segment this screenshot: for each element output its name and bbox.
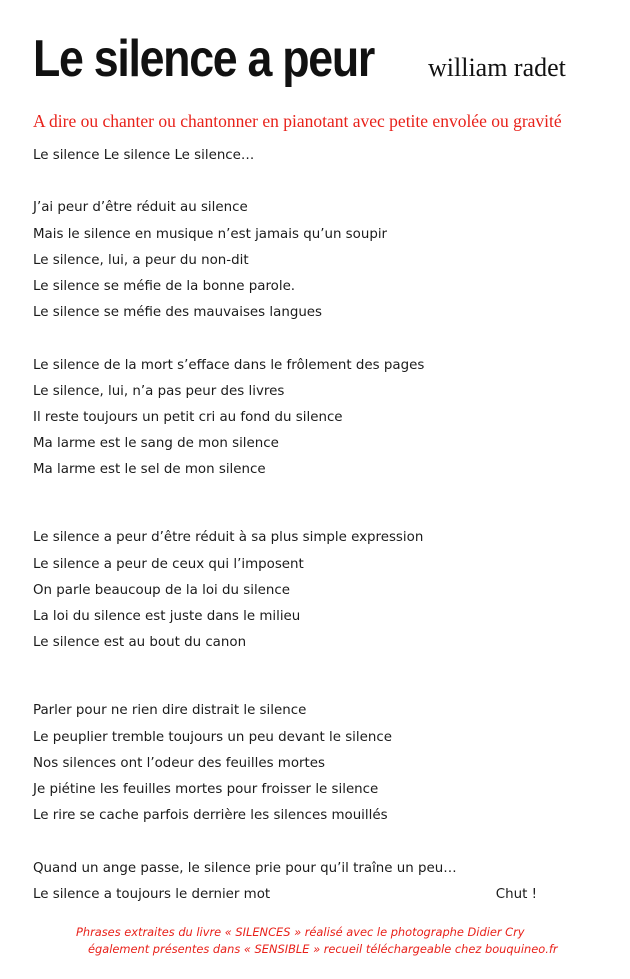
poem-line: Nos silences ont l’odeur des feuilles mortes [33, 755, 326, 771]
stanza-2 [33, 353, 593, 484]
poem-line: J’ai peur d’être réduit au silence [33, 200, 248, 216]
poem-line: Le silence a peur d’être réduit à sa plus simple expression [33, 530, 424, 546]
poem-line: Le rire se cache parfois derrière les silences mouillés [33, 808, 388, 824]
poem-line: Quand un ange passe, le silence prie pour qu’il traîne un peu… [33, 860, 457, 876]
stanza-3 [33, 525, 593, 656]
author-name: william radet [428, 53, 566, 82]
poem-line: Le silence, lui, a peur du non-dit [33, 252, 249, 268]
closing-word: Chut ! [495, 886, 537, 902]
poem-body [33, 143, 593, 908]
poem-line: Le silence est au bout du canon [33, 635, 247, 651]
stanza-1 [33, 195, 593, 326]
stanza-4 [33, 698, 593, 829]
source-note-line-2: également présentes dans « SENSIBLE » recueil téléchargeable chez bouquineo.fr [88, 942, 558, 956]
poem-intro: Le silence Le silence Le silence… [33, 148, 255, 163]
poem-line: Il reste toujours un petit cri au fond du silence [33, 409, 343, 425]
stanza-5 [33, 856, 593, 908]
poem-line: Le silence a toujours le dernier mot [33, 886, 271, 902]
poem-line: Le silence de la mort s’efface dans le frôlement des pages [33, 357, 425, 373]
page-title: Le silence a peur [33, 30, 374, 88]
poem-line: Le silence, lui, n’a pas peur des livres [33, 383, 285, 399]
final-line-row [33, 882, 537, 908]
poem-line: Le silence a peur de ceux qui l’imposent [33, 556, 304, 572]
poem-line: La loi du silence est juste dans le milieu [33, 609, 301, 624]
poem-line: Le silence se méfie de la bonne parole. [33, 278, 296, 294]
poem-line: Le peuplier tremble toujours un peu devant le silence [33, 729, 392, 745]
poem-line: Parler pour ne rien dire distrait le silence [33, 703, 307, 719]
poem-line: Je piétine les feuilles mortes pour froisser le silence [33, 781, 379, 797]
poem-line: Mais le silence en musique n’est jamais qu’un soupir [33, 226, 388, 242]
poem-line: On parle beaucoup de la loi du silence [33, 582, 290, 598]
source-note-line-1: Phrases extraites du livre « SILENCES » réalisé avec le photographe Didier Cry [76, 925, 525, 939]
poem-line: Ma larme est le sel de mon silence [33, 462, 266, 478]
performance-note: A dire ou chanter ou chantonner en pianotant avec petite envolée ou gravité [33, 111, 562, 131]
poem-line: Le silence se méfie des mauvaises langues [33, 305, 323, 321]
poem-line: Ma larme est le sang de mon silence [33, 436, 279, 452]
